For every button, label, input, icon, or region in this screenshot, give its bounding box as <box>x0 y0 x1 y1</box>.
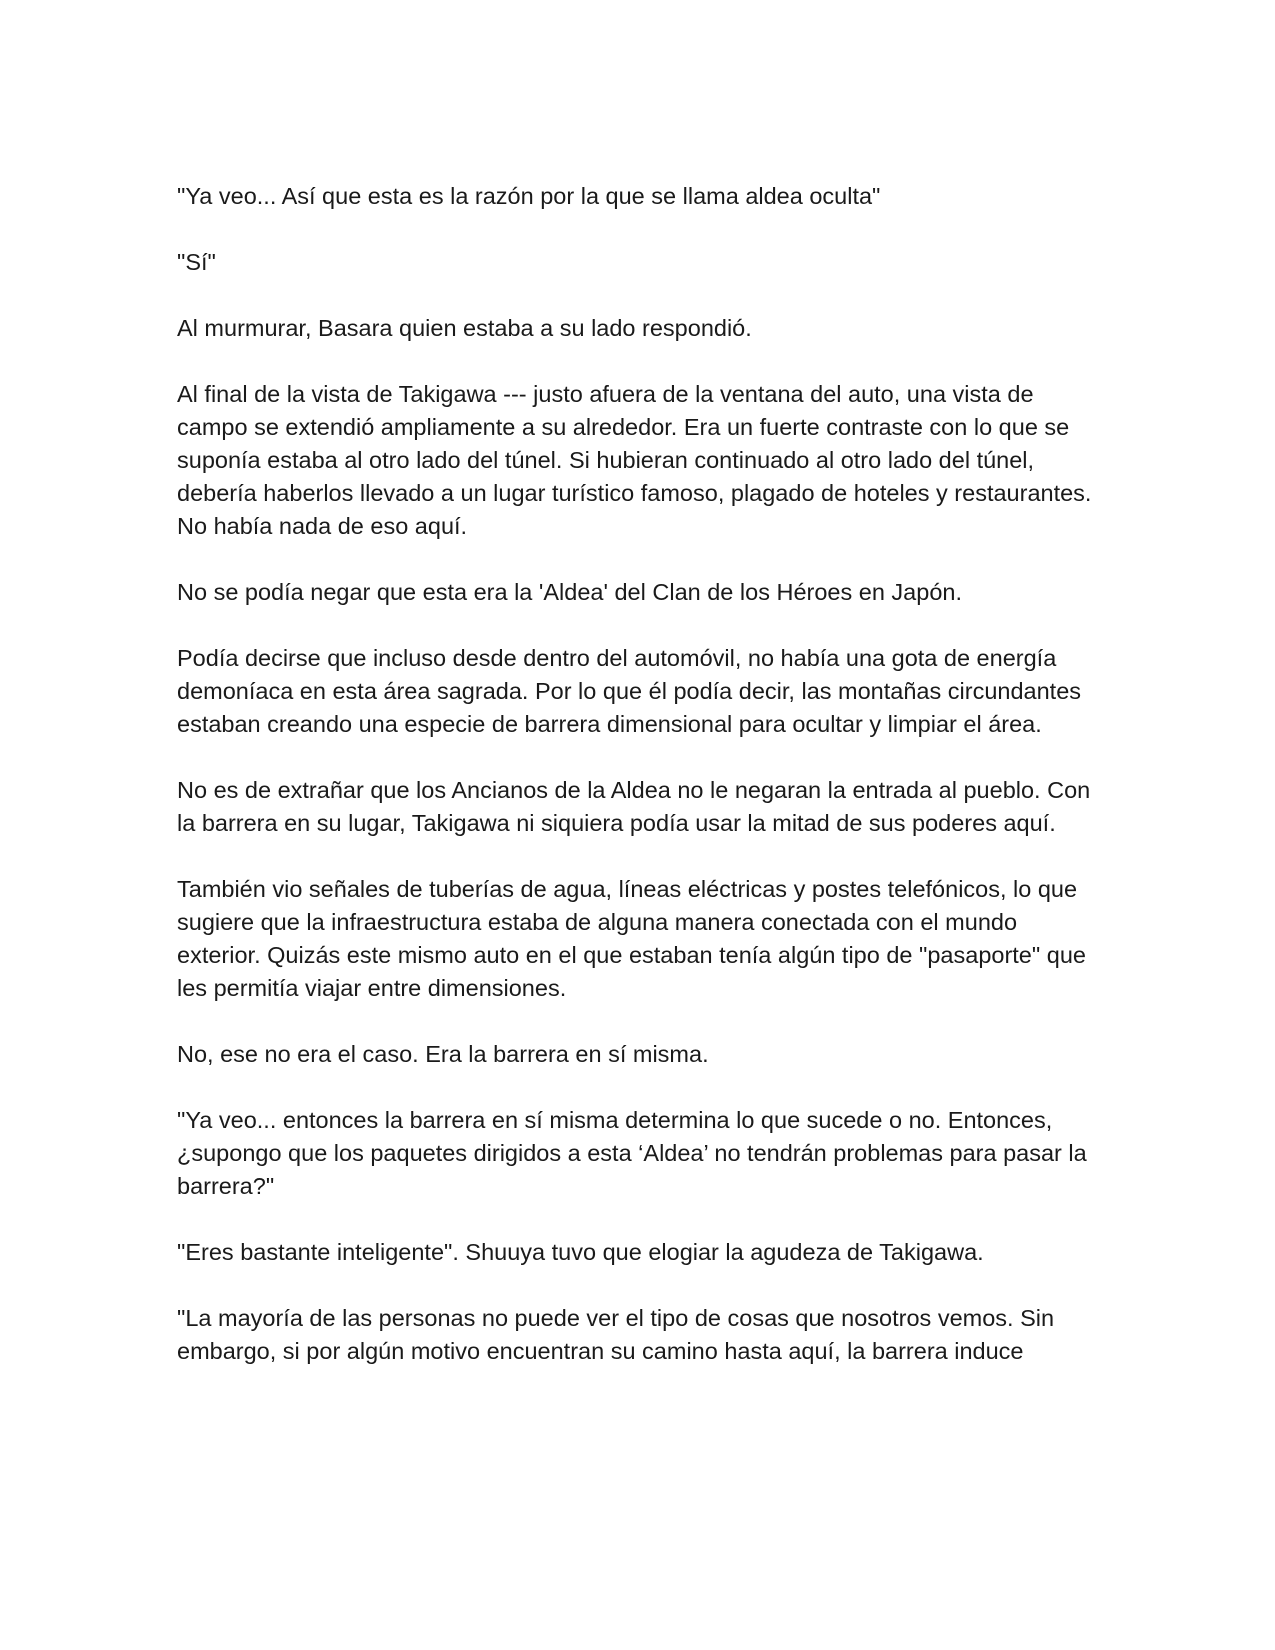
body-text <box>177 180 1107 1401</box>
paragraph: "Ya veo... Así que esta es la razón por la que se llama aldea oculta" <box>177 183 881 209</box>
paragraph: "La mayoría de las personas no puede ver el tipo de cosas que nosotros vemos. Sin embargo, si por algún motivo encuentran su camino hasta aquí, la barrera induce <box>177 1305 1055 1364</box>
paragraph: También vio señales de tuberías de agua, líneas eléctricas y postes telefónicos, lo que sugiere que la infraestructura estaba de alguna manera conectada con el mundo exterior. Quizás este mismo auto en el que estaban tenía algún tipo de "pasaporte" que les permitía viajar entre dimensiones. <box>177 876 1086 1001</box>
paragraph: No, ese no era el caso. Era la barrera en sí misma. <box>177 1041 709 1067</box>
paragraph: Al final de la vista de Takigawa --- justo afuera de la ventana del auto, una vista de campo se extendió ampliamente a su alrededor. Era un fuerte contraste con lo que se suponía estaba al otro lado del túnel. Si hubieran continuado al otro lado del túnel, debería haberlos llevado a un lugar turístico famoso, plagado de hoteles y restaurantes. No había nada de eso aquí. <box>177 381 1092 539</box>
paragraph: No se podía negar que esta era la 'Aldea' del Clan de los Héroes en Japón. <box>177 579 962 605</box>
paragraph: Al murmurar, Basara quien estaba a su lado respondió. <box>177 315 752 341</box>
paragraph: Podía decirse que incluso desde dentro del automóvil, no había una gota de energía demoníaca en esta área sagrada. Por lo que él podía decir, las montañas circundantes estaban creando una especie de barrera dimensional para ocultar y limpiar el área. <box>177 645 1082 737</box>
paragraph: "Eres bastante inteligente". Shuuya tuvo que elogiar la agudeza de Takigawa. <box>177 1239 984 1265</box>
paragraph: No es de extrañar que los Ancianos de la Aldea no le negaran la entrada al pueblo. Con la barrera en su lugar, Takigawa ni siquiera podía usar la mitad de sus poderes aquí. <box>177 777 1091 836</box>
paragraph: "Sí" <box>177 249 216 275</box>
paragraph: "Ya veo... entonces la barrera en sí misma determina lo que sucede o no. Entonces, ¿supongo que los paquetes dirigidos a esta ‘Aldea’ no tendrán problemas para pasar la barrera?" <box>177 1107 1087 1199</box>
